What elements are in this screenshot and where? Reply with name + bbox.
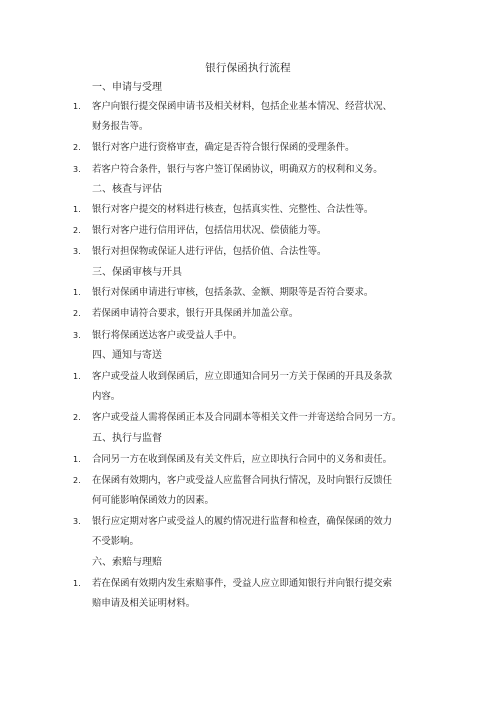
- section-heading: 四、通知与寄送: [92, 350, 162, 361]
- item-text: 内容。: [92, 391, 121, 402]
- item-text: 若客户符合条件，银行与客户签订保函协议，明确双方的权利和义务。: [92, 164, 383, 175]
- section-heading: 五、执行与监督: [92, 433, 162, 444]
- item-number: 1.: [73, 372, 81, 381]
- section-heading: 二、核查与评估: [92, 184, 162, 195]
- item-text: 银行将保函送达客户或受益人手中。: [92, 330, 243, 341]
- item-number: 1.: [73, 205, 81, 214]
- section-heading: 一、申请与受理: [92, 82, 162, 93]
- item-number: 2.: [73, 143, 81, 152]
- item-text: 银行对保函申请进行审核，包括条款、金额、期限等是否符合要求。: [92, 287, 374, 298]
- item-number: 2.: [73, 413, 81, 422]
- item-text: 若保函申请符合要求，银行开具保函并加盖公章。: [92, 308, 299, 319]
- item-text: 不受影响。: [92, 536, 139, 547]
- item-number: 2.: [73, 226, 81, 235]
- item-text: 赔申请及相关证明材料。: [92, 598, 196, 609]
- item-text: 若在保函有效期内发生索赔事件，受益人应立即通知银行并向银行提交索: [92, 578, 393, 589]
- item-text: 银行对客户提交的材料进行核查，包括真实性、完整性、合法性等。: [92, 204, 374, 215]
- item-text: 客户或受益人收到保函后，应立即通知合同另一方关于保函的开具及条款: [92, 371, 393, 382]
- item-number: 3.: [73, 247, 81, 256]
- item-text: 银行对担保物或保证人进行评估，包括价值、合法性等。: [92, 246, 327, 257]
- item-text: 客户向银行提交保函申请书及相关材料，包括企业基本情况、经营状况、: [92, 101, 393, 112]
- section-heading: 六、索赔与理赔: [92, 557, 162, 568]
- item-text: 财务报告等。: [92, 121, 149, 132]
- item-text: 合同另一方在收到保函及有关文件后，应立即执行合同中的义务和责任。: [92, 454, 393, 465]
- item-number: 3.: [73, 165, 81, 174]
- item-text: 在保函有效期内，客户或受益人应监督合同执行情况，及时向银行反馈任: [92, 475, 393, 486]
- item-number: 2.: [73, 309, 81, 318]
- item-text: 银行对客户进行信用评估，包括信用状况、偿债能力等。: [92, 225, 327, 236]
- item-number: 1.: [73, 455, 81, 464]
- item-number: 1.: [73, 579, 81, 588]
- item-text: 银行应定期对客户或受益人的履约情况进行监督和检查，确保保函的效力: [92, 516, 393, 527]
- item-number: 1.: [73, 288, 81, 297]
- item-number: 3.: [73, 331, 81, 340]
- item-number: 2.: [73, 476, 81, 485]
- item-number: 3.: [73, 517, 81, 526]
- item-number: 1.: [73, 102, 81, 111]
- item-text: 银行对客户进行资格审查，确定是否符合银行保函的受理条件。: [92, 142, 355, 153]
- item-text: 客户或受益人需将保函正本及合同副本等相关文件一并寄送给合同另一方。: [92, 412, 402, 423]
- section-heading: 三、保函审核与开具: [92, 267, 182, 278]
- document-title: 银行保函执行流程: [205, 62, 291, 74]
- item-text: 何可能影响保函效力的因素。: [92, 495, 214, 506]
